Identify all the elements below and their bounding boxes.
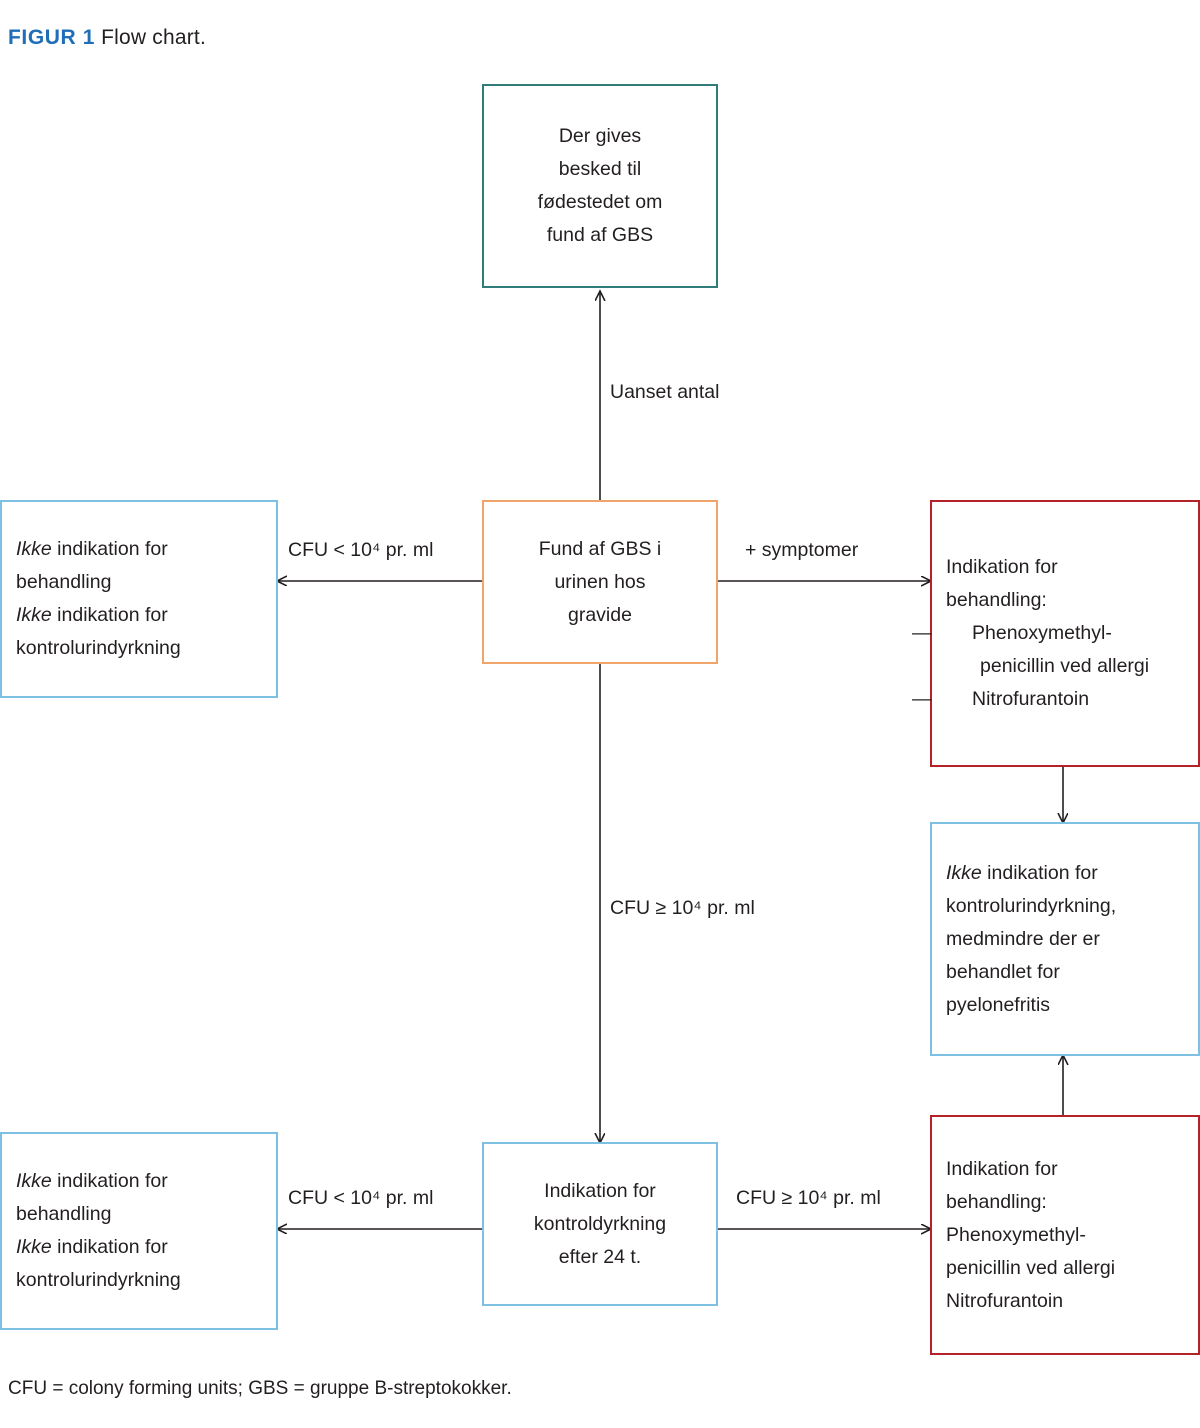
edge-label-cfu-ge-mid: CFU ≥ 10⁴ pr. ml <box>610 897 755 919</box>
node-treatment-top-item-2: — Nitrofurantoin <box>946 683 1184 716</box>
node-no-control-culture <box>930 822 1200 1056</box>
node-control-culture-text: Indikation for kontroldyrkning efter 24 t. <box>533 1179 667 1268</box>
node-treatment-bottom-line3: Phenoxymethyl- <box>946 1223 1086 1246</box>
node-no-control-culture-line2: kontrolurindyrkning, <box>946 894 1117 917</box>
node-no-control-culture-line5: pyelonefritis <box>946 993 1051 1016</box>
node-no-treatment-bottom-line2: behandling <box>16 1203 112 1225</box>
node-no-treatment-bottom-line1: Ikke indikation for <box>16 1170 168 1192</box>
node-no-treatment-top-line3: Ikke indikation for <box>16 604 168 626</box>
edge-label-symptoms: + symptomer <box>745 539 859 561</box>
node-treatment-top <box>912 500 1200 767</box>
figure-caption: Flow chart. <box>101 26 206 49</box>
node-treatment-bottom-line4: penicillin ved allergi <box>946 1256 1116 1279</box>
figure-tag: FIGUR 1 <box>8 26 96 49</box>
node-gbs-finding <box>482 500 718 664</box>
node-notify-birthplace <box>482 84 718 288</box>
dash-icon: — <box>912 688 932 710</box>
figure-title <box>8 26 206 50</box>
node-no-treatment-bottom-line3: Ikke indikation for <box>16 1236 168 1258</box>
node-no-control-culture-line1: Ikke indikation for <box>946 861 1098 884</box>
node-no-control-culture-line3: medmindre der er <box>946 927 1100 950</box>
node-no-treatment-bottom-line4: kontrolurindyrkning <box>16 1269 181 1291</box>
edge-label-any-count: Uanset antal <box>610 381 720 403</box>
node-control-culture <box>482 1142 718 1306</box>
node-treatment-bottom-line2: behandling: <box>946 1190 1047 1213</box>
node-no-treatment-bottom <box>0 1132 278 1330</box>
edge-label-cfu-lt-bottom: CFU < 10⁴ pr. ml <box>288 1187 434 1209</box>
node-treatment-bottom <box>930 1115 1200 1355</box>
node-no-treatment-top <box>0 500 278 698</box>
dash-icon: — <box>912 622 932 644</box>
node-no-treatment-top-line4: kontrolurindyrkning <box>16 637 181 659</box>
edge-label-cfu-lt-top: CFU < 10⁴ pr. ml <box>288 539 434 561</box>
figure-footnote: CFU = colony forming units; GBS = gruppe B-streptokokker. <box>8 1378 512 1399</box>
node-treatment-top-item-1: — Phenoxymethyl-penicillin ved allergi <box>946 617 1184 683</box>
node-treatment-top-title2: behandling: <box>946 589 1047 611</box>
node-treatment-bottom-line1: Indikation for <box>946 1157 1058 1180</box>
edge-label-cfu-ge-bottom: CFU ≥ 10⁴ pr. ml <box>736 1187 881 1209</box>
node-no-treatment-top-line2: behandling <box>16 571 112 593</box>
node-gbs-finding-text: Fund af GBS i urinen hos gravide <box>538 537 662 626</box>
node-treatment-bottom-line5: Nitrofurantoin <box>946 1289 1064 1312</box>
node-treatment-top-title: Indikation for <box>946 556 1058 578</box>
node-no-control-culture-line4: behandlet for <box>946 960 1060 983</box>
node-no-treatment-top-line1: Ikke indikation for <box>16 538 168 560</box>
node-notify-birthplace-text: Der gives besked til fødestedet om fund af GBS <box>537 125 663 246</box>
